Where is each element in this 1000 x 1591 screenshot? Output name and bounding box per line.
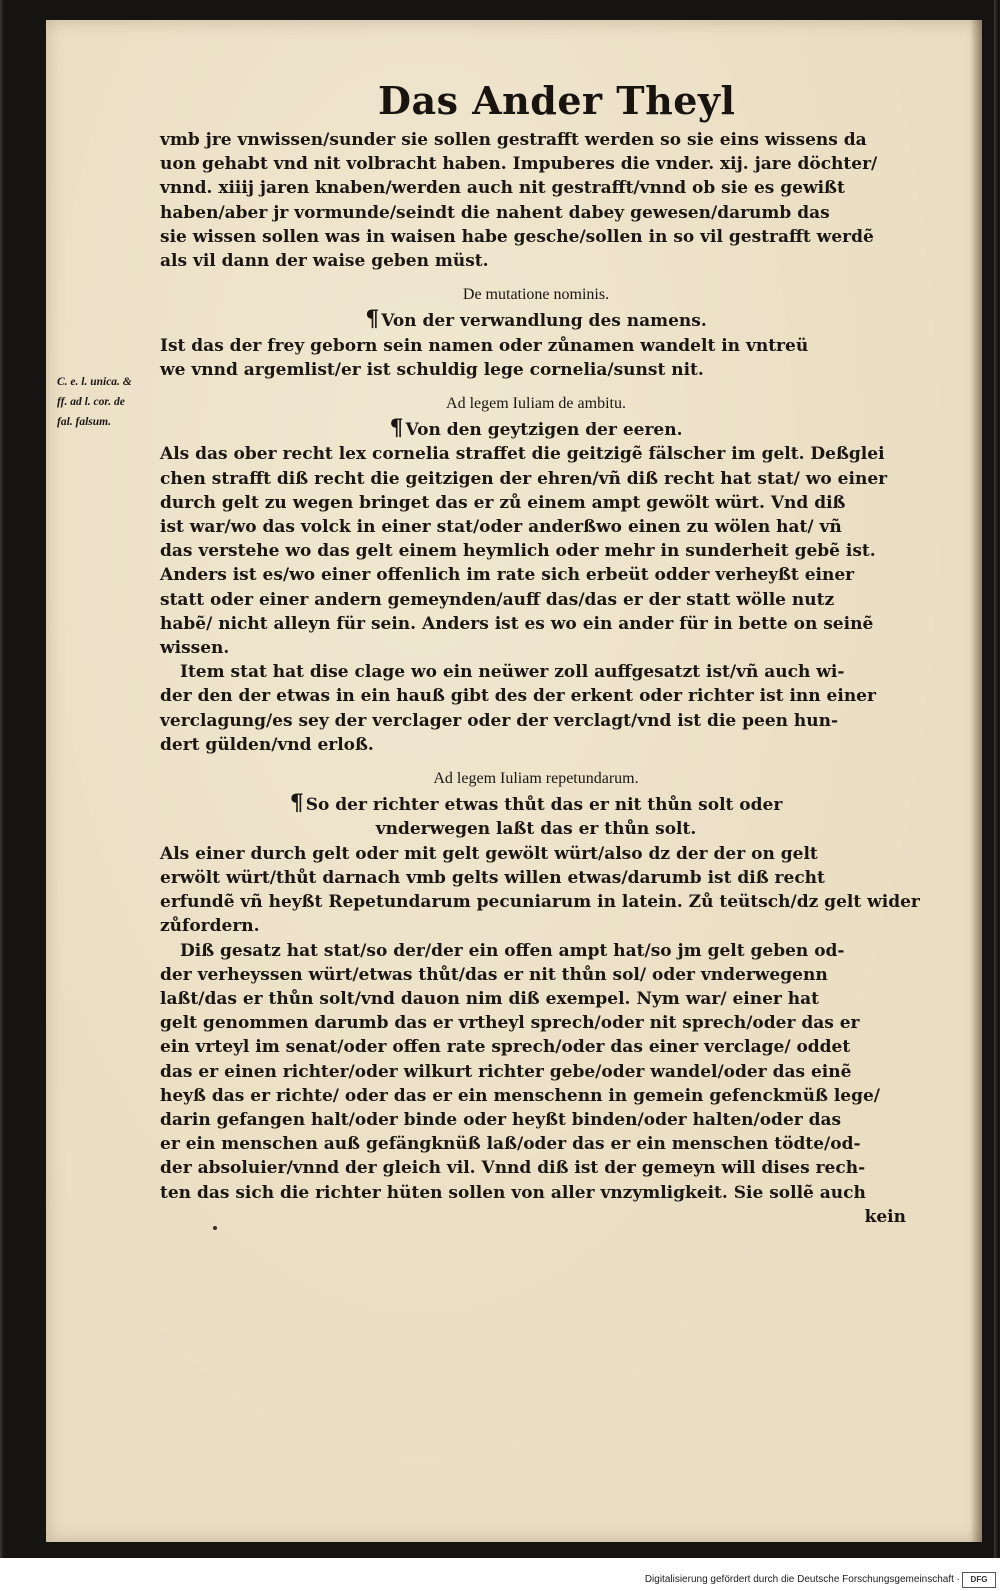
text-line: der den der etwas in ein hauß gibt des der erkent oder richter ist inn einer <box>160 686 876 707</box>
text-line: Diß gesatz hat stat/so der/der ein offen ampt hat/so jm gelt geben od- <box>180 940 845 961</box>
section-german-heading-cont: vnderwegen laßt das er thůn solt. <box>375 819 697 840</box>
text-line: Als einer durch gelt oder mit gelt gewölt würt/also dz der der on gelt <box>160 843 818 864</box>
text-line: darin gefangen halt/oder binde oder heyßt binden/oder halten/oder das <box>160 1109 842 1130</box>
section-german-heading <box>160 791 912 817</box>
text-line: laßt/das er thůn solt/vnd dauon nim diß exempel. Nym war/ einer hat <box>160 988 819 1009</box>
text-line: erwölt würt/thůt darnach vmb gelts willen etwas/darumb ist diß recht <box>160 867 825 888</box>
heading-text: Von der verwandlung des namens. <box>381 311 707 332</box>
section-latin-heading: Ad legem Iuliam de ambitu. <box>446 395 626 413</box>
marginal-line: C. e. l. unica. & <box>57 376 132 388</box>
dfg-logo: DFG <box>962 1572 996 1588</box>
text-line: zůfordern. <box>160 916 260 937</box>
text-line: Anders ist es/wo einer offenlich im rate sich erbeüt odder verheyßt einer <box>160 565 855 586</box>
text-line: ein vrteyl im senat/oder offen rate sprech/oder das einer verclage/ oddet <box>160 1037 851 1058</box>
text-line: das verstehe wo das gelt einem heymlich oder mehr in sunderheit gebẽ ist. <box>160 541 876 562</box>
right-scan-edge <box>994 0 998 1558</box>
text-line: heyß das er richte/ oder das er ein menschenn in gemein gefenckmüß lege/ <box>160 1085 881 1106</box>
text-line: ten das sich die richter hüten sollen von aller vnzymligkeit. Sie sollẽ auch <box>160 1182 866 1203</box>
heading-text: Von den geytzigen der eeren. <box>405 420 683 441</box>
text-line: erfundẽ vñ heyßt Repetundarum pecuniarum in latein. Zů teütsch/dz gelt wider <box>160 892 920 913</box>
text-line: der absoluier/vnnd der gleich vil. Vnnd diß ist der gemeyn will dises rech- <box>160 1158 866 1179</box>
marginal-line: fal. falsum. <box>57 416 111 428</box>
text-line: Ist das der frey geborn sein namen oder zůnamen wandelt in vntreü <box>160 335 809 356</box>
section-latin-heading: De mutatione nominis. <box>462 286 610 304</box>
text-line: sie wissen sollen was in waisen habe gesche/sollen in so vil gestrafft werdẽ <box>160 226 874 247</box>
marginal-citation <box>57 372 167 432</box>
text-line: uon gehabt vnd nit volbracht haben. Impuberes die vnder. xij. jare döchter/ <box>160 154 878 175</box>
page-body-text <box>160 128 920 1229</box>
marginal-line: ff. ad l. cor. de <box>57 396 125 408</box>
text-line: verclagung/es sey der verclager oder der verclagt/vnd ist die peen hun- <box>160 710 839 731</box>
text-line: er ein menschen auß gefängknüß laß/oder das er ein menschen tödte/od- <box>160 1134 861 1155</box>
text-line: statt oder einer andern gemeynden/auff das/das er der statt wölle nutz <box>160 589 835 610</box>
spine-shadow <box>970 20 982 1542</box>
text-line: we vnnd argemlist/er ist schuldig lege cornelia/sunst nit. <box>160 359 704 380</box>
pilcrow-icon: ¶ <box>289 790 304 817</box>
text-line: Item stat hat dise clage wo ein neüwer zoll auffgesatzt ist/vñ auch wi- <box>180 662 845 683</box>
text-line: vnnd. xiiij jaren knaben/werden auch nit gestrafft/vnnd ob sie es gewißt <box>160 178 845 199</box>
text-line: chen strafft diß recht die geitzigen der ehren/vñ diß recht hat stat/ wo einer <box>160 468 888 489</box>
heading-text: So der richter etwas thůt das er nit thůn solt oder <box>305 795 783 816</box>
text-line: als vil dann der waise geben müst. <box>160 251 489 272</box>
section-latin-heading: Ad legem Iuliam repetundarum. <box>433 770 639 788</box>
text-line: das er einen richter/oder wilkurt richter gebe/oder wandel/oder das einẽ <box>160 1061 852 1082</box>
section-german-heading <box>160 416 912 442</box>
text-line: haben/aber jr vormunde/seindt die nahent dabey gewesen/darumb das <box>160 202 830 223</box>
section-german-heading <box>160 307 912 333</box>
text-line: habẽ/ nicht alleyn für sein. Anders ist es wo ein ander für in bette on seinẽ <box>160 613 874 634</box>
text-line: vmb jre vnwissen/sunder sie sollen gestrafft werden so sie eins wissens da <box>160 130 867 150</box>
text-line: durch gelt zu wegen bringet das er zů einem ampt gewölt würt. Vnd diß <box>160 492 846 513</box>
running-head: Das Ander Theyl <box>378 78 736 123</box>
pilcrow-icon: ¶ <box>389 415 404 442</box>
pilcrow-icon: ¶ <box>365 306 380 333</box>
text-line: wissen. <box>160 638 230 659</box>
text-line: der verheyssen würt/etwas thůt/das er nit thůn sol/ oder vnderwegenn <box>160 964 828 985</box>
text-line: dert gülden/vnd erloß. <box>160 734 374 755</box>
text-line: ist war/wo das volck in einer stat/oder anderßwo einen zu wölen hat/ vñ <box>160 517 842 538</box>
catchword: kein <box>864 1206 906 1227</box>
funding-credit: Digitalisierung gefördert durch die Deutsche Forschungsgemeinschaft · <box>644 1574 960 1585</box>
text-line: Als das ober recht lex cornelia straffet die geitzigẽ fälscher im gelt. Deßglei <box>160 444 885 465</box>
left-scan-edge <box>0 0 4 1558</box>
text-line: gelt genommen darumb das er vrtheyl sprech/oder nit sprech/oder das er <box>160 1013 860 1034</box>
